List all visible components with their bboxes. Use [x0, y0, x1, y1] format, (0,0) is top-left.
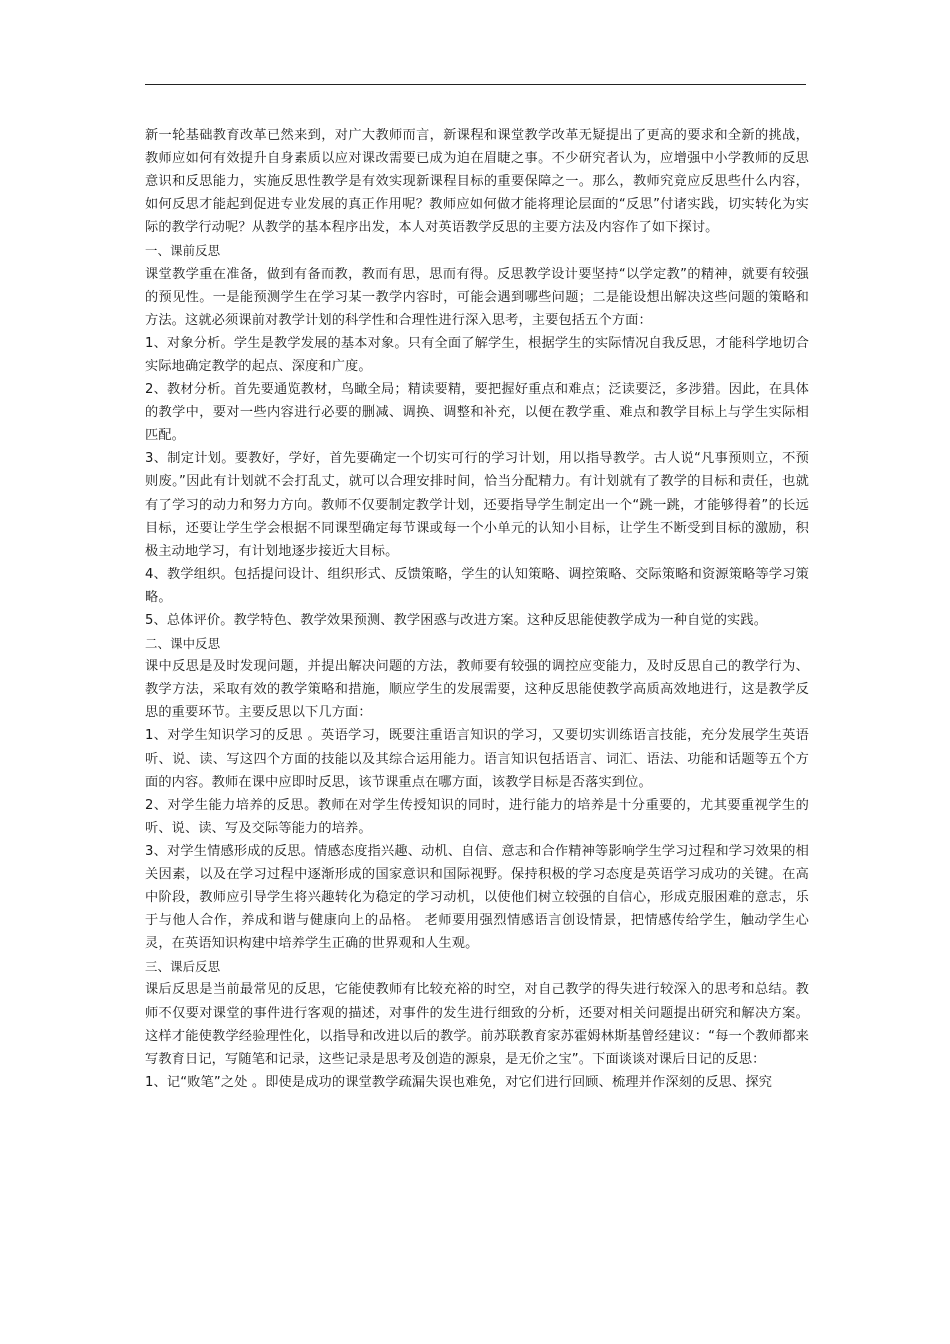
section-heading-in-class: 二、课中反思 — [145, 636, 221, 652]
paragraph-knowledge-reflection: 1、对学生知识学习的反思 。英语学习，既要注重语言知识的学习，又要切实训练语言技能，充分发展学生英语听、说、读、写这四个方面的技能以及其综合运用能力。语言知识包括语言、词汇、语法、功能和话题等五个方面的内容。教师在课中应即时反思，该节课重点在哪方面，该教学目标是否落实到位。 — [145, 728, 809, 790]
paragraph-post-class-overview: 课后反思是当前最常见的反思，它能使教师有比较充裕的时空，对自己教学的得失进行较深入的思考和总结。教师不仅要对课堂的事件进行客观的描述，对事件的发生进行细致的分析，还要对相关问题提出研究和解决方案。这样才能使教学经验理性化，以指导和改进以后的教学。前苏联教育家苏霍姆林斯基曾经建议：“每一个教师都来写教育日记，写随笔和记录，这些记录是思考及创造的源泉，是无价之宝”。下面谈谈对课后日记的反思： — [145, 982, 809, 1067]
paragraph-teaching-organization: 4、教学组织。包括提问设计、组织形式、反馈策略，学生的认知策略、调控策略、交际策略和资源策略等学习策略。 — [145, 566, 809, 605]
paragraph-overall-evaluation: 5、总体评价。教学特色、教学效果预测、教学困惑与改进方案。这种反思能使教学成为一种自觉的实践。 — [145, 612, 768, 628]
paragraph-object-analysis: 1、对象分析。学生是教学发展的基本对象。只有全面了解学生，根据学生的实际情况自我反思，才能科学地切合实际地确定教学的起点、深度和广度。 — [145, 335, 809, 374]
header-divider — [145, 84, 806, 85]
paragraph-emotion-reflection: 3、对学生情感形成的反思。情感态度指兴趣、动机、自信、意志和合作精神等影响学生学习过程和学习效果的相关因素，以及在学习过程中逐渐形成的国家意识和国际视野。保持积极的学习态度是英语学习成功的关键。在高中阶段，教师应引导学生将兴趣转化为稳定的学习动机，以使他们树立较强的自信心，形成克服困难的意志，乐于与他人合作，养成和谐与健康向上的品格。 老师要用强烈情感语言创设情景，把情感传给学生，触动学生心灵，在英语知识构建中培养学生正确的世界观和人生观。 — [145, 843, 809, 952]
paragraph-ability-reflection: 2、对学生能力培养的反思。教师在对学生传授知识的同时，进行能力的培养是十分重要的，尤其要重视学生的听、说、读、写及交际等能力的培养。 — [145, 797, 809, 836]
paragraph-make-plan: 3、制定计划。要教好，学好，首先要确定一个切实可行的学习计划，用以指导教学。古人说“凡事预则立，不预则废。”因此有计划就不会打乱丈，就可以合理安排时间，恰当分配精力。有计划就有了教学的目标和责任，也就有了学习的动力和努力方向。教师不仅要制定教学计划，还要指导学生制定出一个“跳一跳，才能够得着”的长远目标，还要让学生学会根据不同课型确定每节课或每一个小单元的认知小目标，让学生不断受到目标的激励，积极主动地学习，有计划地逐步接近大目标。 — [145, 451, 809, 559]
section-heading-post-class: 三、课后反思 — [145, 959, 221, 975]
paragraph-record-failures: 1、记“败笔”之处 。即使是成功的课堂教学疏漏失误也难免，对它们进行回顾、梳理并作深刻的反思、探究 — [145, 1074, 773, 1090]
section-heading-pre-class: 一、课前反思 — [145, 243, 221, 259]
paragraph-in-class-overview: 课中反思是及时发现问题，并提出解决问题的方法，教师要有较强的调控应变能力，及时反思自己的教学行为、教学方法，采取有效的教学策略和措施，顺应学生的发展需要，这种反思能使教学高质高效地进行，这是教学反思的重要环节。主要反思以下几方面： — [145, 659, 809, 721]
document-body — [145, 124, 809, 1094]
intro-paragraph: 新一轮基础教育改革已然来到，对广大教师而言，新课程和课堂教学改革无疑提出了更高的要求和全新的挑战，教师应如何有效提升自身素质以应对课改需要已成为迫在眉睫之事。不少研究者认为，应增强中小学教师的反思意识和反思能力，实施反思性教学是有效实现新课程目标的重要保障之一。那么，教师究竟应反思些什么内容，如何反思才能起到促进专业发展的真正作用呢？教师应如何做才能将理论层面的“反思”付诸实践，切实转化为实际的教学行动呢？从教学的基本程序出发，本人对英语教学反思的主要方法及内容作了如下探讨。 — [145, 128, 809, 236]
paragraph-textbook-analysis: 2、教材分析。首先要通览教材，鸟瞰全局；精读要精，要把握好重点和难点；泛读要泛，多涉猎。因此，在具体的教学中，要对一些内容进行必要的删减、调换、调整和补充，以便在教学重、难点和教学目标上与学生实际相匹配。 — [145, 382, 809, 444]
paragraph-pre-class-overview: 课堂教学重在准备，做到有备而教，教而有思，思而有得。反思教学设计要坚持“以学定教”的精神，就要有较强的预见性。一是能预测学生在学习某一教学内容时，可能会遇到哪些问题；二是能设想出解决这些问题的策略和方法。这就必须课前对教学计划的科学性和合理性进行深入思考，主要包括五个方面： — [145, 266, 809, 328]
